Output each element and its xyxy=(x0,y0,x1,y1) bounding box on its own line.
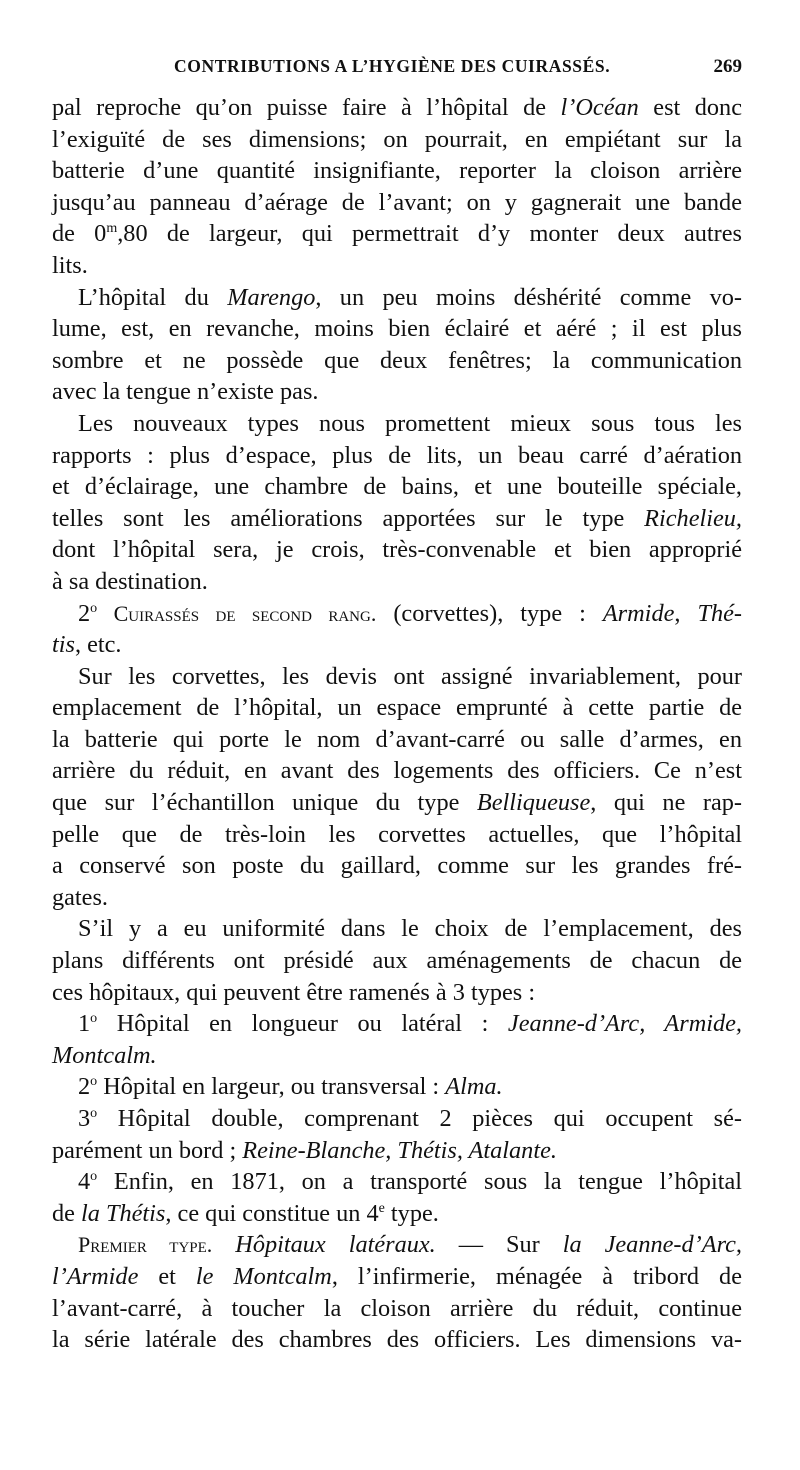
page-number: 269 xyxy=(713,56,742,77)
text-line: jusqu’au panneau d’aérage de l’avant; on y gagnerait une bande xyxy=(52,188,742,216)
text-line: lits. xyxy=(52,251,88,279)
text-line: batterie d’une quantité insignifiante, reporter la cloison arrière xyxy=(52,157,742,185)
text-line: et d’éclairage, une chambre de bains, et une bouteille spéciale, xyxy=(52,473,742,501)
text-line: de 0$^m$,80 de largeur, qui permettrait d’y monter deux autres xyxy=(52,220,742,248)
text-line: avec la tengue n’existe pas. xyxy=(52,378,319,406)
text-line: emplacement de l’hôpital, un espace emprunté à cette partie de xyxy=(52,694,742,722)
text-line: dont l’hôpital sera, je crois, très-convenable et bien approprié xyxy=(52,536,742,564)
page-body xyxy=(52,92,742,1356)
text-line: la série latérale des chambres des officiers. Les dimensions va- xyxy=(52,1326,742,1354)
text-line: parément un bord ; Reine-Blanche, Thétis, Atalante. xyxy=(52,1136,557,1164)
section-heading: 2$^o$ Cuirassés de second rang. (corvettes), type : Armide, Thé- xyxy=(78,599,742,627)
list-item: 1$^o$ Hôpital en longueur ou latéral : Jeanne-d’Arc, Armide, xyxy=(78,1010,742,1038)
text-line: l’avant-carré, à toucher la cloison arrière du réduit, continue xyxy=(52,1294,742,1322)
list-item: 3$^o$ Hôpital double, comprenant 2 pièces qui occupent sé- xyxy=(78,1105,742,1132)
text-line: pelle que de très-loin les corvettes actuelles, que l’hôpital xyxy=(52,820,742,848)
text-line: L’hôpital du Marengo, un peu moins déshérité comme vo- xyxy=(78,283,742,311)
text-line: plans différents ont présidé aux aménagements de chacun de xyxy=(52,947,742,975)
text-line: lume, est, en revanche, moins bien éclairé et aéré ; il est plus xyxy=(52,315,742,343)
text-line: sombre et ne possède que deux fenêtres; la communication xyxy=(52,346,742,374)
text-line: S’il y a eu uniformité dans le choix de l’emplacement, des xyxy=(78,915,742,943)
text-line: la batterie qui porte le nom d’avant-carré ou salle d’armes, en xyxy=(52,725,742,753)
text-line: Sur les corvettes, les devis ont assigné invariablement, pour xyxy=(78,662,742,690)
text-line: de la Thétis, ce qui constitue un 4e type. xyxy=(52,1199,439,1227)
text-line: gates. xyxy=(52,883,108,911)
running-header xyxy=(52,56,742,86)
running-title: CONTRIBUTIONS A L’HYGIÈNE DES CUIRASSÉS. xyxy=(174,56,611,76)
text-line: tis, etc. xyxy=(52,631,122,659)
text-line: Montcalm. xyxy=(52,1041,157,1069)
list-item: 2$^o$ Hôpital en largeur, ou transversal : Alma. xyxy=(78,1073,503,1101)
text-line: l’exiguïté de ses dimensions; on pourrait, en empiétant sur la xyxy=(52,125,742,153)
text-line: pal reproche qu’on puisse faire à l’hôpital de l’Océan est donc xyxy=(52,94,742,121)
text-line: Les nouveaux types nous promettent mieux sous tous les xyxy=(78,409,742,437)
subsection-heading: Premier type. Hôpitaux latéraux. — Sur la Jeanne-d’Arc, xyxy=(78,1231,742,1259)
text-line: ces hôpitaux, qui peuvent être ramenés à 3 types : xyxy=(52,978,536,1006)
text-line: arrière du réduit, en avant des logements des officiers. Ce n’est xyxy=(52,757,742,785)
text-line: à sa destination. xyxy=(52,567,208,595)
text-line: que sur l’échantillon unique du type Belliqueuse, qui ne rap- xyxy=(52,789,742,817)
text-line: telles sont les améliorations apportées sur le type Richelieu, xyxy=(52,504,742,532)
text-line: l’Armide et le Montcalm, l’infirmerie, ménagée à tribord de xyxy=(52,1262,742,1290)
list-item: 4$^o$ Enfin, en 1871, on a transporté sous la tengue l’hôpital xyxy=(78,1168,742,1196)
text-line: rapports : plus d’espace, plus de lits, un beau carré d’aération xyxy=(52,441,742,469)
text-line: a conservé son poste du gaillard, comme sur les grandes fré- xyxy=(52,852,742,880)
